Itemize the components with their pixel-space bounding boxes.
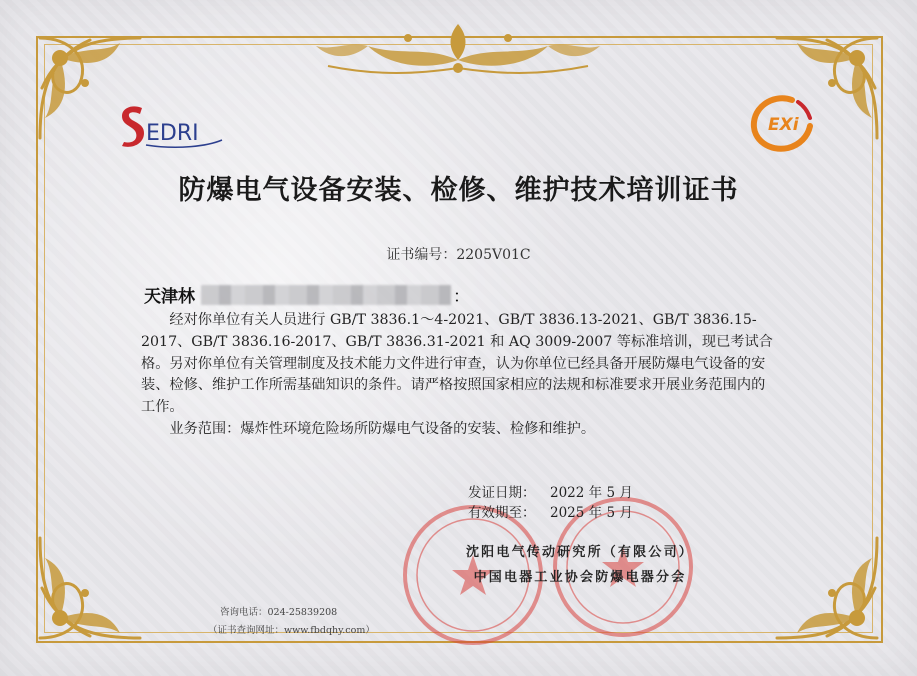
issuer-line-2: 中国电器工业协会防爆电器分会 xyxy=(473,570,687,585)
footer-website: （证书查询网址：www.fbdqhy.com） xyxy=(208,625,375,636)
dates-block xyxy=(468,483,633,523)
top-ornament-icon xyxy=(308,16,608,86)
recipient-prefix: 天津 xyxy=(144,287,178,307)
exi-logo-text: EXi xyxy=(768,115,799,135)
recipient-suffix-char: 林 xyxy=(178,287,195,307)
issue-date-value: 2022 年 5 月 xyxy=(550,485,633,501)
footer-phone: 咨询电话：024-25839208 xyxy=(220,607,338,618)
certificate-number: 证书编号：2205V01C xyxy=(386,247,531,263)
issue-date-row xyxy=(468,483,633,503)
valid-until-label: 有效期至： xyxy=(468,505,536,521)
corner-ornament-icon xyxy=(30,528,150,648)
recipient-line xyxy=(144,282,470,307)
certificate-title: 防爆电气设备安装、检修、维护技术培训证书 xyxy=(178,175,739,206)
footer-contact xyxy=(208,604,375,640)
business-scope: 业务范围：爆炸性环境危险场所防爆电气设备的安装、检修和维护。 xyxy=(169,420,596,437)
exi-logo xyxy=(746,92,818,154)
valid-until-value: 2025 年 5 月 xyxy=(550,505,633,521)
redacted-name xyxy=(201,285,451,305)
recipient-colon: ： xyxy=(453,287,470,307)
corner-ornament-icon xyxy=(767,528,887,648)
certificate-body xyxy=(141,310,778,441)
issue-date-label: 发证日期： xyxy=(468,485,536,501)
sedri-logo xyxy=(118,100,228,152)
valid-until-row xyxy=(468,503,633,523)
sedri-logo-text: EDRI xyxy=(146,121,199,146)
issuer-block xyxy=(430,540,730,590)
issuer-line-1: 沈阳电气传动研究所（有限公司） xyxy=(465,545,694,560)
body-paragraph: 经对你单位有关人员进行 GB/T 3836.1～4-2021、GB/T 3836.13-2021、GB/T 3836.15-2017、GB/T 3836.16-2017、GB/T 3836.31-2021 和 AQ 3009-2007 等标准培训，现已考试合格。另对你单位有关管理制度及技术能力文件进行审查，认为你单位已经具备开展防爆电气设备的安装、检修、维护工作所需基础知识的条件。请严格按照国家相应的法规和标准要求开展业务范围内的工作。 xyxy=(141,312,773,416)
